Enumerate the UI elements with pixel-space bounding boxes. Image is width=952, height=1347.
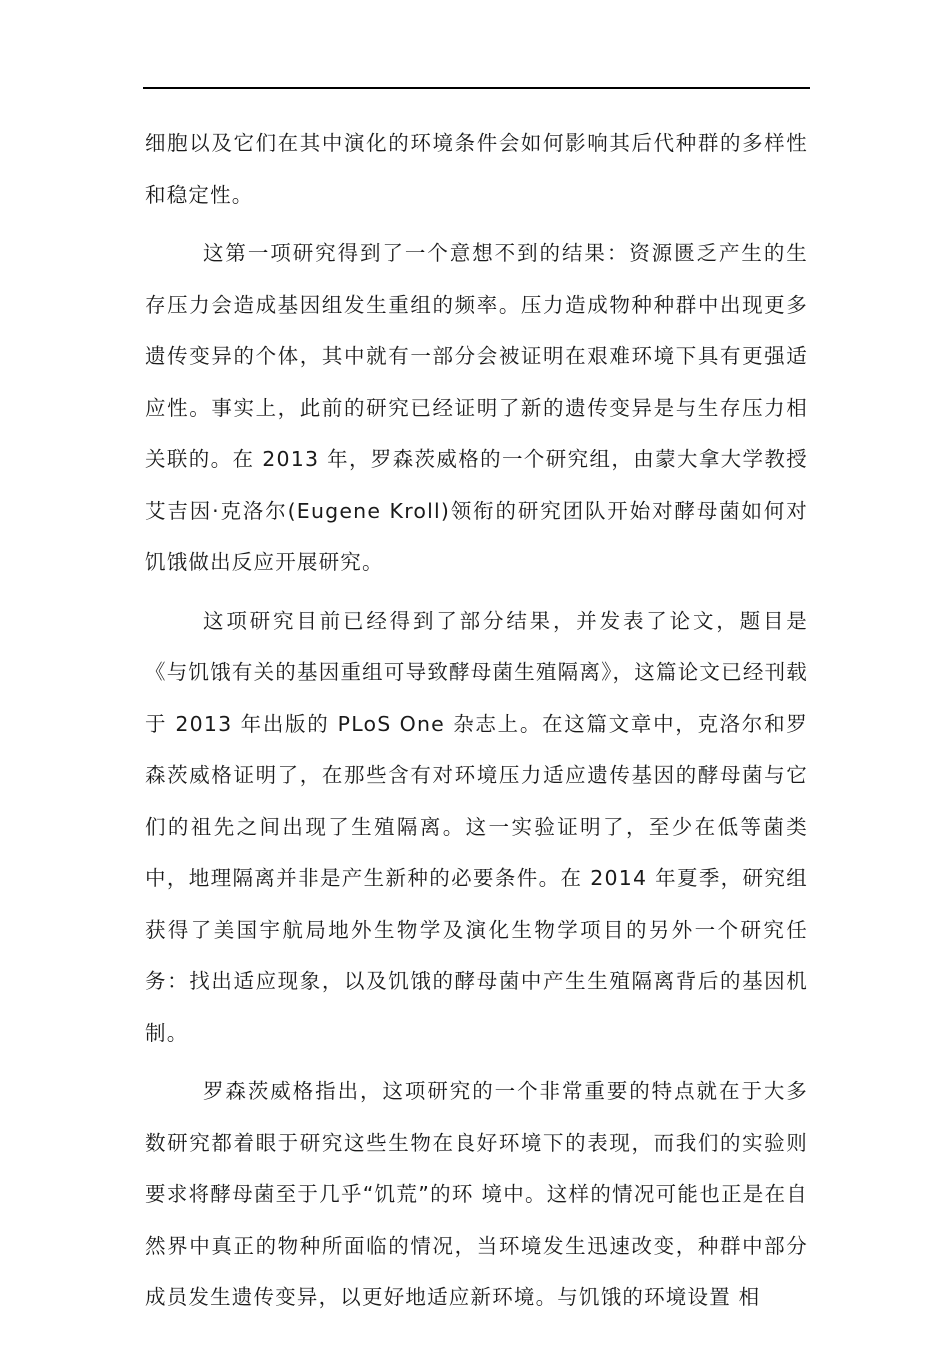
header-rule (143, 87, 810, 89)
body-text (145, 118, 808, 1331)
paragraph-1: 细胞以及它们在其中演化的环境条件会如何影响其后代种群的多样性和稳定性。 (145, 131, 808, 207)
paragraph-3: 这项研究目前已经得到了部分结果，并发表了论文，题目是《与饥饿有关的基因重组可导致酵母菌生殖隔离》，这篇论文已经刊载于 2013 年出版的 PLoS One 杂志上。在这篇文章中，克洛尔和罗森茨威格证明了，在那些含有对环境压力适应遗传基因的酵母菌与它们的祖先之间出现了生殖隔离。这一实验证明了，至少在低等菌类中，地理隔离并非是产生新种的必要条件。在 2014 年夏季，研究组获得了美国宇航局地外生物学及演化生物学项目的另外一个研究任务：找出适应现象，以及饥饿的酵母菌中产生生殖隔离背后的基因机制。 (145, 608, 808, 1045)
paragraph-4: 罗森茨威格指出，这项研究的一个非常重要的特点就在于大多数研究都着眼于研究这些生物在良好环境下的表现，而我们的实验则要求将酵母菌至于几乎“饥荒”的环 境中。这样的情况可能也正是在自然界中真正的物种所面临的情况，当环境发生迅速改变，种群中部分成员发生遗传变异，以更好地适应新环境。与饥饿的环境设置 相 (145, 1079, 808, 1309)
paragraph-2: 这第一项研究得到了一个意想不到的结果：资源匮乏产生的生存压力会造成基因组发生重组的频率。压力造成物种种群中出现更多遗传变异的个体，其中就有一部分会被证明在艰难环境下具有更强适应性。事实上，此前的研究已经证明了新的遗传变异是与生存压力相关联的。在 2013 年，罗森茨威格的一个研究组，由蒙大拿大学教授艾吉因·克洛尔(Eugene Kroll)领衔的研究团队开始对酵母菌如何对饥饿做出反应开展研究。 (145, 241, 808, 574)
